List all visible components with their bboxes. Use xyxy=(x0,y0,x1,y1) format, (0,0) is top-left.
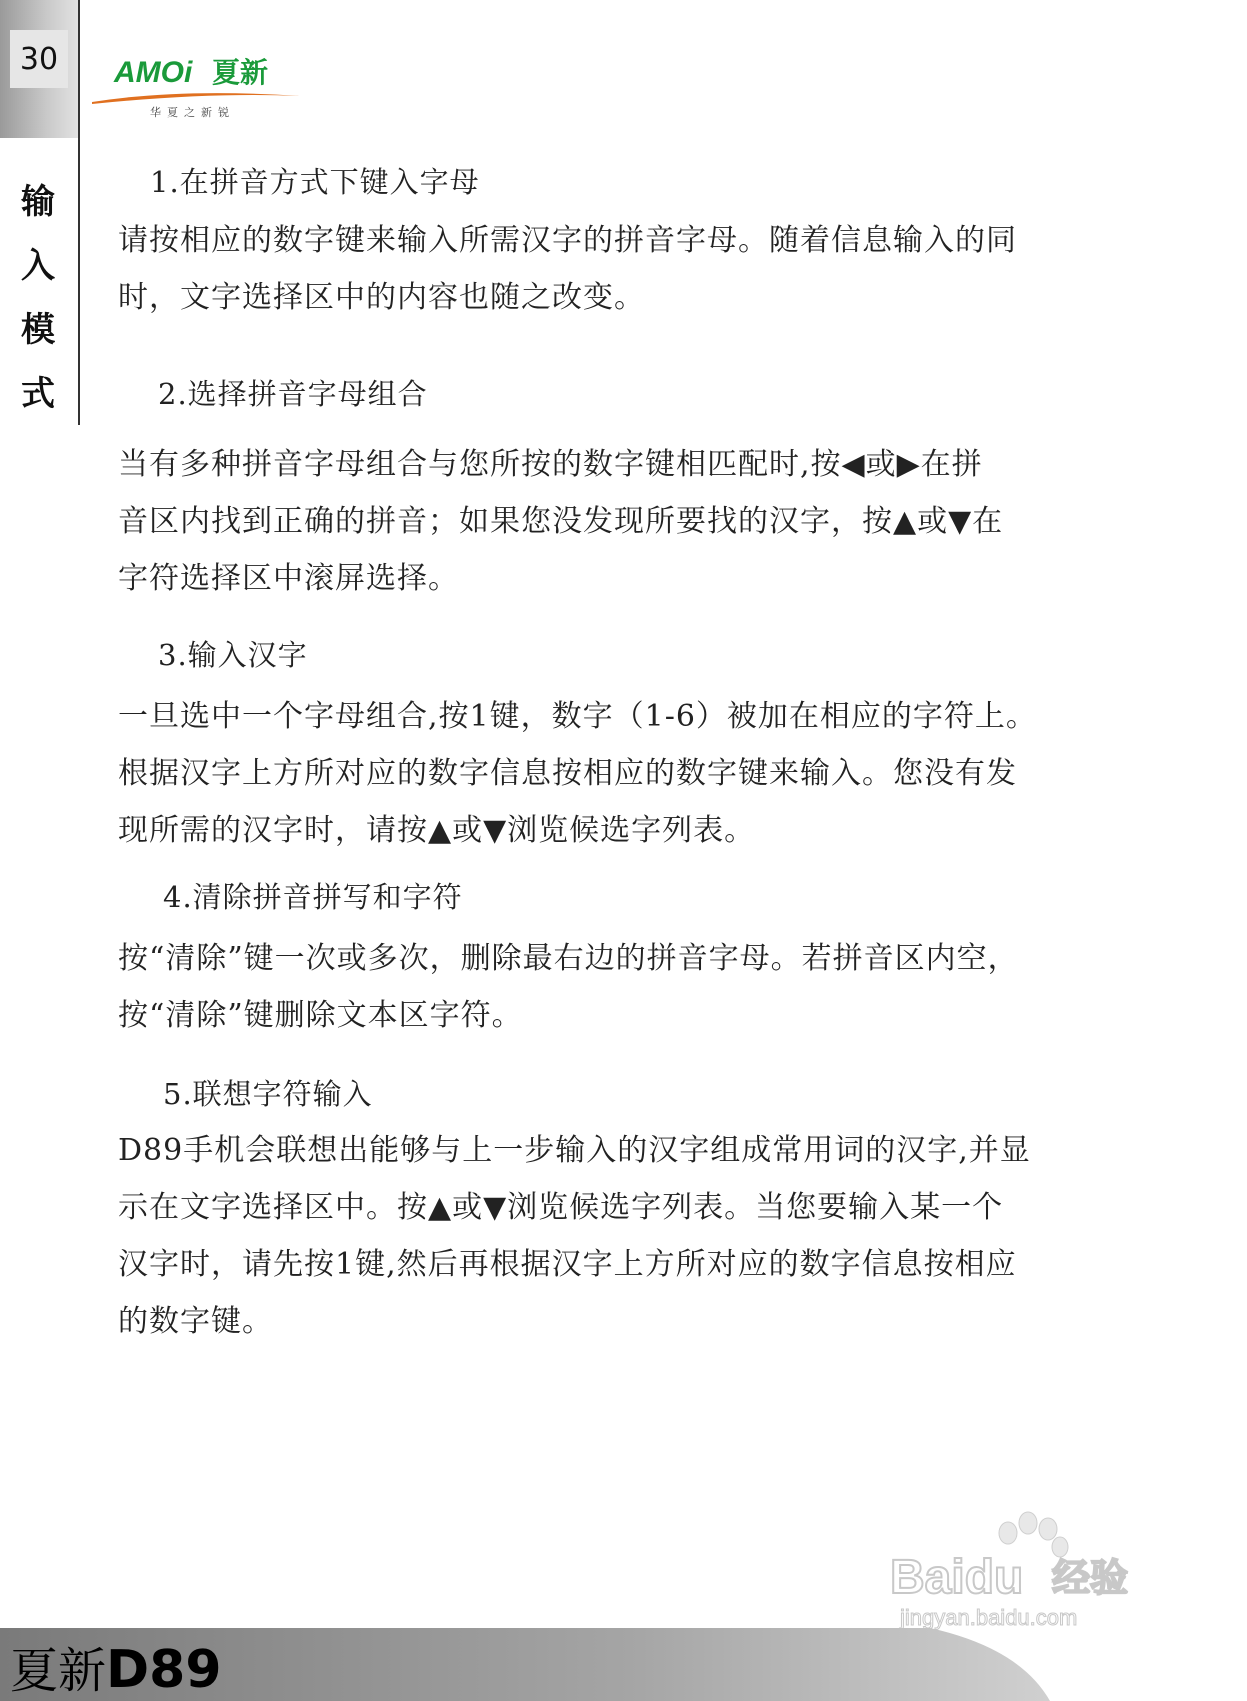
watermark-url: jingyan.baidu.com xyxy=(900,1605,1078,1630)
section-heading: 1.在拼音方式下键入字母 xyxy=(150,165,480,199)
paragraph-line: 字符选择区中滚屏选择。 xyxy=(118,561,459,596)
logo-swoosh xyxy=(92,93,300,104)
paragraph-line: 根据汉字上方所对应的数字信息按相应的数字键来输入。您没有发 xyxy=(118,756,1017,791)
footer-brand: 夏新 xyxy=(10,1643,107,1699)
footer-model: D89 xyxy=(106,1640,222,1700)
watermark-brand-cn: 经验 xyxy=(1052,1556,1129,1600)
paragraph-line: 时，文字选择区中的内容也随之改变。 xyxy=(118,280,645,315)
paragraph-line: 按“清除”键一次或多次，删除最右边的拼音字母。若拼音区内空， xyxy=(118,941,1019,976)
baidu-watermark xyxy=(880,1505,1180,1635)
side-title-char: 入 xyxy=(21,246,55,286)
section-paragraph xyxy=(118,212,1078,326)
side-title-char: 输 xyxy=(21,182,55,222)
paragraph-line: 汉字时，请先按1键,然后再根据汉字上方所对应的数字信息按相应 xyxy=(118,1247,1017,1282)
section-paragraph xyxy=(118,436,1078,607)
side-title-char: 式 xyxy=(21,374,55,414)
paragraph-line: 的数字键。 xyxy=(118,1304,273,1339)
logo-cn: 夏新 xyxy=(212,56,269,89)
paragraph-line: 现所需的汉字时，请按▲或▼浏览候选字列表。 xyxy=(118,813,756,848)
logo-text: AMOi xyxy=(114,56,193,89)
page-number-tab xyxy=(0,0,78,138)
paragraph-line: 当有多种拼音字母组合与您所按的数字键相匹配时,按◀或▶在拼 xyxy=(118,447,983,482)
watermark-brand: Baidu xyxy=(890,1551,1024,1604)
paragraph-line: 请按相应的数字键来输入所需汉字的拼音字母。随着信息输入的同 xyxy=(118,223,1017,258)
logo-slogan: 华夏之新锐 xyxy=(150,106,235,119)
section-paragraph xyxy=(118,1122,1078,1350)
paragraph-line: 示在文字选择区中。按▲或▼浏览候选字列表。当您要输入某一个 xyxy=(118,1190,1004,1225)
section-heading: 3.输入汉字 xyxy=(158,638,308,672)
page-number: 30 xyxy=(10,30,68,88)
amoi-logo xyxy=(90,52,330,132)
section-heading: 4.清除拼音拼写和字符 xyxy=(163,880,463,914)
section-heading: 5.联想字符输入 xyxy=(163,1077,373,1111)
paragraph-line: 音区内找到正确的拼音；如果您没发现所要找的汉字，按▲或▼在 xyxy=(118,504,1004,539)
paragraph-line: 按“清除”键删除文本区字符。 xyxy=(118,998,523,1033)
paragraph-line: 一旦选中一个字母组合,按1键，数字（1-6）被加在相应的字符上。 xyxy=(118,699,1037,734)
section-paragraph xyxy=(118,688,1078,859)
section-paragraph xyxy=(118,930,1078,1044)
paragraph-line: D89手机会联想出能够与上一步输入的汉字组成常用词的汉字,并显 xyxy=(118,1133,1031,1168)
footer-model-title xyxy=(10,1632,222,1701)
section-heading: 2.选择拼音字母组合 xyxy=(158,377,428,411)
side-title-char: 模 xyxy=(21,310,55,350)
side-divider xyxy=(78,0,80,425)
chapter-side-title xyxy=(18,170,58,426)
